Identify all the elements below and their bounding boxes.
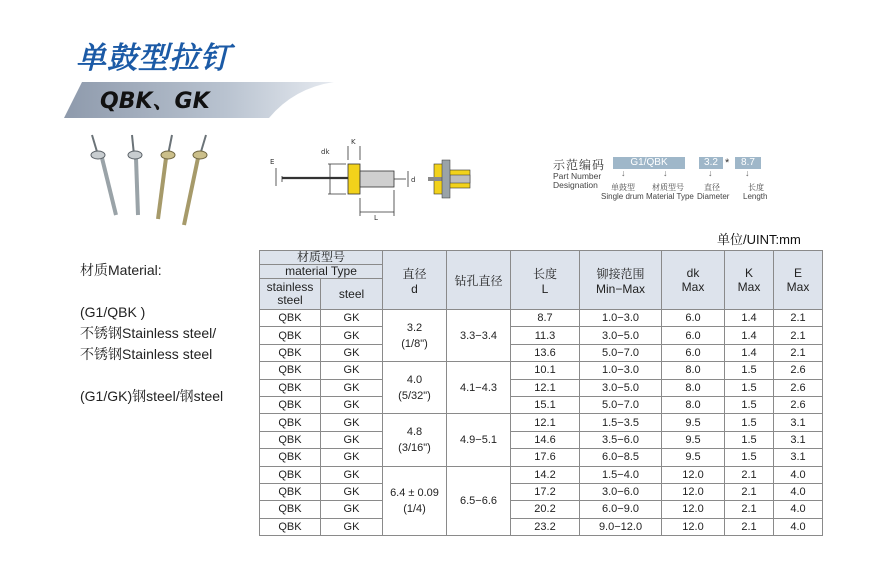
cell-steel: GK [321, 310, 383, 327]
cell-k: 2.1 [725, 483, 774, 500]
sub-material-en: Material Type [646, 192, 694, 201]
cell-k: 1.5 [725, 431, 774, 448]
cell-e: 2.1 [774, 310, 823, 327]
cell-k: 1.5 [725, 396, 774, 413]
label-e: E [270, 158, 275, 166]
cell-e: 3.1 [774, 431, 823, 448]
cell-stainless: QBK [260, 362, 321, 379]
material-notes [80, 260, 223, 407]
cell-stainless: QBK [260, 414, 321, 431]
cell-e: 4.0 [774, 501, 823, 518]
header-length-en: L [541, 281, 549, 296]
part-number-label-en: Part Number [553, 171, 602, 181]
table-row [260, 379, 823, 396]
cell-stainless: QBK [260, 396, 321, 413]
cell-diameter [383, 362, 447, 414]
label-l: L [374, 214, 378, 222]
label-k: K [351, 138, 356, 146]
header-diameter-en: d [411, 281, 418, 296]
header-grip-range [580, 251, 662, 310]
header-e-name: E [793, 266, 802, 280]
cell-k: 2.1 [725, 466, 774, 483]
cell-steel: GK [321, 414, 383, 431]
table-row [260, 362, 823, 379]
cell-length: 12.1 [511, 379, 580, 396]
cell-length: 17.2 [511, 483, 580, 500]
material-qbk-code: (G1/QBK ) [80, 304, 146, 320]
separator-star: * [725, 157, 730, 169]
cell-e: 3.1 [774, 449, 823, 466]
header-diameter-cn: 直径 [402, 266, 427, 281]
cell-e: 2.6 [774, 362, 823, 379]
cell-steel: GK [321, 379, 383, 396]
cell-stainless: QBK [260, 449, 321, 466]
cell-stainless: QBK [260, 344, 321, 361]
table-row [260, 310, 823, 327]
cell-length: 14.6 [511, 431, 580, 448]
cell-length: 17.6 [511, 449, 580, 466]
cell-diameter-inch: (1/4) [403, 502, 426, 515]
label-d: d [411, 176, 416, 184]
sub-material-cn: 材质型号 [652, 183, 684, 192]
header-k-max: Max [737, 280, 761, 294]
arrow-down-icon: ↓ [708, 168, 713, 178]
cell-k: 1.4 [725, 327, 774, 344]
cell-grip-range: 1.5−3.5 [580, 414, 662, 431]
code-type-box: G1/QBK [613, 157, 685, 169]
cell-steel: GK [321, 518, 383, 535]
part-number-label: 示范编码 [553, 158, 606, 172]
header-grip-range-en: Min−Max [595, 281, 645, 296]
cell-stainless: QBK [260, 431, 321, 448]
rivet-silver-2 [128, 135, 142, 215]
cell-grip-range: 6.0−8.5 [580, 449, 662, 466]
material-qbk-line2: 不锈钢Stainless steel [80, 346, 213, 362]
cell-diameter-mm: 3.2 [406, 321, 423, 334]
header-dk-name: dk [686, 266, 700, 280]
cell-steel: GK [321, 396, 383, 413]
header-dk [662, 251, 725, 310]
cell-length: 20.2 [511, 501, 580, 518]
cell-steel: GK [321, 501, 383, 518]
table-row [260, 449, 823, 466]
table-row [260, 327, 823, 344]
cell-grip-range: 5.0−7.0 [580, 344, 662, 361]
sub-diameter-en: Diameter [697, 192, 730, 201]
cell-dk: 12.0 [662, 483, 725, 500]
rivet-gold-2 [184, 135, 207, 225]
cell-steel: GK [321, 483, 383, 500]
cell-diameter [383, 414, 447, 466]
cell-length: 13.6 [511, 344, 580, 361]
sub-length-en: Length [743, 192, 768, 201]
header-e-max: Max [786, 280, 810, 294]
cell-e: 4.0 [774, 466, 823, 483]
cell-grip-range: 5.0−7.0 [580, 396, 662, 413]
cell-stainless: QBK [260, 310, 321, 327]
cell-diameter-mm: 4.0 [406, 373, 423, 386]
cell-e: 2.1 [774, 327, 823, 344]
rivet-diagram [268, 138, 498, 223]
cell-k: 1.5 [725, 414, 774, 431]
header-k [725, 251, 774, 310]
cell-dk: 8.0 [662, 362, 725, 379]
header-grip-range-cn: 铆接范围 [596, 266, 645, 281]
cell-steel: GK [321, 431, 383, 448]
cell-dk: 6.0 [662, 327, 725, 344]
cell-grip-range: 9.0−12.0 [580, 518, 662, 535]
cell-dk: 9.5 [662, 449, 725, 466]
cell-drill: 4.9−5.1 [447, 414, 511, 466]
spec-table-body [260, 310, 823, 536]
rivet-silver-1 [91, 135, 116, 215]
cell-e: 2.6 [774, 379, 823, 396]
cell-length: 12.1 [511, 414, 580, 431]
cell-k: 2.1 [725, 518, 774, 535]
cell-dk: 8.0 [662, 396, 725, 413]
designation-label-en: Designation [553, 180, 598, 190]
cell-diameter [383, 310, 447, 362]
cell-grip-range: 3.0−5.0 [580, 379, 662, 396]
cell-steel: GK [321, 327, 383, 344]
cell-stainless: QBK [260, 518, 321, 535]
code-diameter-box: 3.2 [699, 157, 723, 169]
cell-grip-range: 3.0−5.0 [580, 327, 662, 344]
cell-stainless: QBK [260, 483, 321, 500]
spec-table [259, 250, 823, 536]
cell-grip-range: 6.0−9.0 [580, 501, 662, 518]
header-length-cn: 长度 [532, 266, 557, 281]
table-row [260, 414, 823, 431]
cell-dk: 6.0 [662, 310, 725, 327]
cell-e: 2.1 [774, 344, 823, 361]
cell-length: 15.1 [511, 396, 580, 413]
cell-diameter-inch: (1/8") [401, 337, 428, 350]
table-row [260, 501, 823, 518]
cell-dk: 8.0 [662, 379, 725, 396]
table-row [260, 483, 823, 500]
rivet-gold-1 [158, 135, 175, 219]
cell-grip-range: 3.0−6.0 [580, 483, 662, 500]
cell-k: 1.4 [725, 310, 774, 327]
cell-stainless: QBK [260, 379, 321, 396]
header-material-cn: 材质型号 [260, 251, 383, 265]
sub-diameter-cn: 直径 [704, 183, 720, 192]
cell-length: 11.3 [511, 327, 580, 344]
cell-diameter-inch: (5/32") [398, 389, 431, 402]
rivets-photo [80, 133, 220, 233]
cell-stainless: QBK [260, 327, 321, 344]
arrow-down-icon: ↓ [745, 168, 750, 178]
cell-dk: 9.5 [662, 431, 725, 448]
cell-steel: GK [321, 449, 383, 466]
cell-dk: 6.0 [662, 344, 725, 361]
arrow-down-icon: ↓ [621, 168, 626, 178]
rivet-section [428, 160, 470, 198]
cell-e: 2.6 [774, 396, 823, 413]
cell-grip-range: 1.0−3.0 [580, 310, 662, 327]
header-k-name: K [744, 266, 753, 280]
cell-dk: 12.0 [662, 501, 725, 518]
cell-k: 2.1 [725, 501, 774, 518]
cell-k: 1.5 [725, 379, 774, 396]
sub-single-drum-cn: 单鼓型 [611, 183, 635, 192]
header-material-en: material Type [260, 265, 383, 279]
code-length-box: 8.7 [735, 157, 761, 169]
cell-e: 3.1 [774, 414, 823, 431]
cell-steel: GK [321, 362, 383, 379]
sub-single-drum-en: Single drum [601, 192, 644, 201]
cell-k: 1.5 [725, 362, 774, 379]
cell-dk: 12.0 [662, 518, 725, 535]
cell-steel: GK [321, 344, 383, 361]
header-dk-max: Max [681, 280, 705, 294]
page-title: 单鼓型拉钉 [76, 41, 231, 76]
material-heading: 材质Material: [80, 262, 162, 278]
table-row [260, 466, 823, 483]
unit-label: 单位/UINT:mm [717, 232, 801, 247]
label-dk: dk [321, 148, 330, 156]
header-length [511, 251, 580, 310]
cell-grip-range: 1.5−4.0 [580, 466, 662, 483]
cell-length: 14.2 [511, 466, 580, 483]
cell-grip-range: 1.0−3.0 [580, 362, 662, 379]
series-banner: QBK、GK [100, 89, 210, 114]
table-row [260, 396, 823, 413]
header-e [774, 251, 823, 310]
sub-length-cn: 长度 [748, 183, 764, 192]
header-stainless: stainless steel [260, 279, 321, 310]
table-row [260, 431, 823, 448]
cell-stainless: QBK [260, 501, 321, 518]
header-drill: 钻孔直径 [447, 251, 511, 310]
cell-drill: 6.5−6.6 [447, 466, 511, 536]
cell-dk: 9.5 [662, 414, 725, 431]
header-diameter [383, 251, 447, 310]
cell-length: 10.1 [511, 362, 580, 379]
header-steel: steel [321, 279, 383, 310]
cell-e: 4.0 [774, 483, 823, 500]
cell-k: 1.4 [725, 344, 774, 361]
cell-diameter-inch: (3/16") [398, 441, 431, 454]
cell-stainless: QBK [260, 466, 321, 483]
cell-length: 23.2 [511, 518, 580, 535]
cell-length: 8.7 [511, 310, 580, 327]
cell-steel: GK [321, 466, 383, 483]
arrow-down-icon: ↓ [663, 168, 668, 178]
table-row [260, 344, 823, 361]
cell-e: 4.0 [774, 518, 823, 535]
cell-diameter [383, 466, 447, 536]
table-row [260, 518, 823, 535]
cell-drill: 3.3−3.4 [447, 310, 511, 362]
cell-grip-range: 3.5−6.0 [580, 431, 662, 448]
cell-diameter-mm: 4.8 [406, 425, 423, 438]
material-gk: (G1/GK)钢steel/钢steel [80, 388, 224, 404]
material-qbk-line1: 不锈钢Stainless steel/ [80, 325, 217, 341]
cell-k: 1.5 [725, 449, 774, 466]
cell-diameter-mm: 6.4 ± 0.09 [390, 486, 439, 499]
cell-drill: 4.1−4.3 [447, 362, 511, 414]
part-number-example [553, 156, 783, 208]
cell-dk: 12.0 [662, 466, 725, 483]
